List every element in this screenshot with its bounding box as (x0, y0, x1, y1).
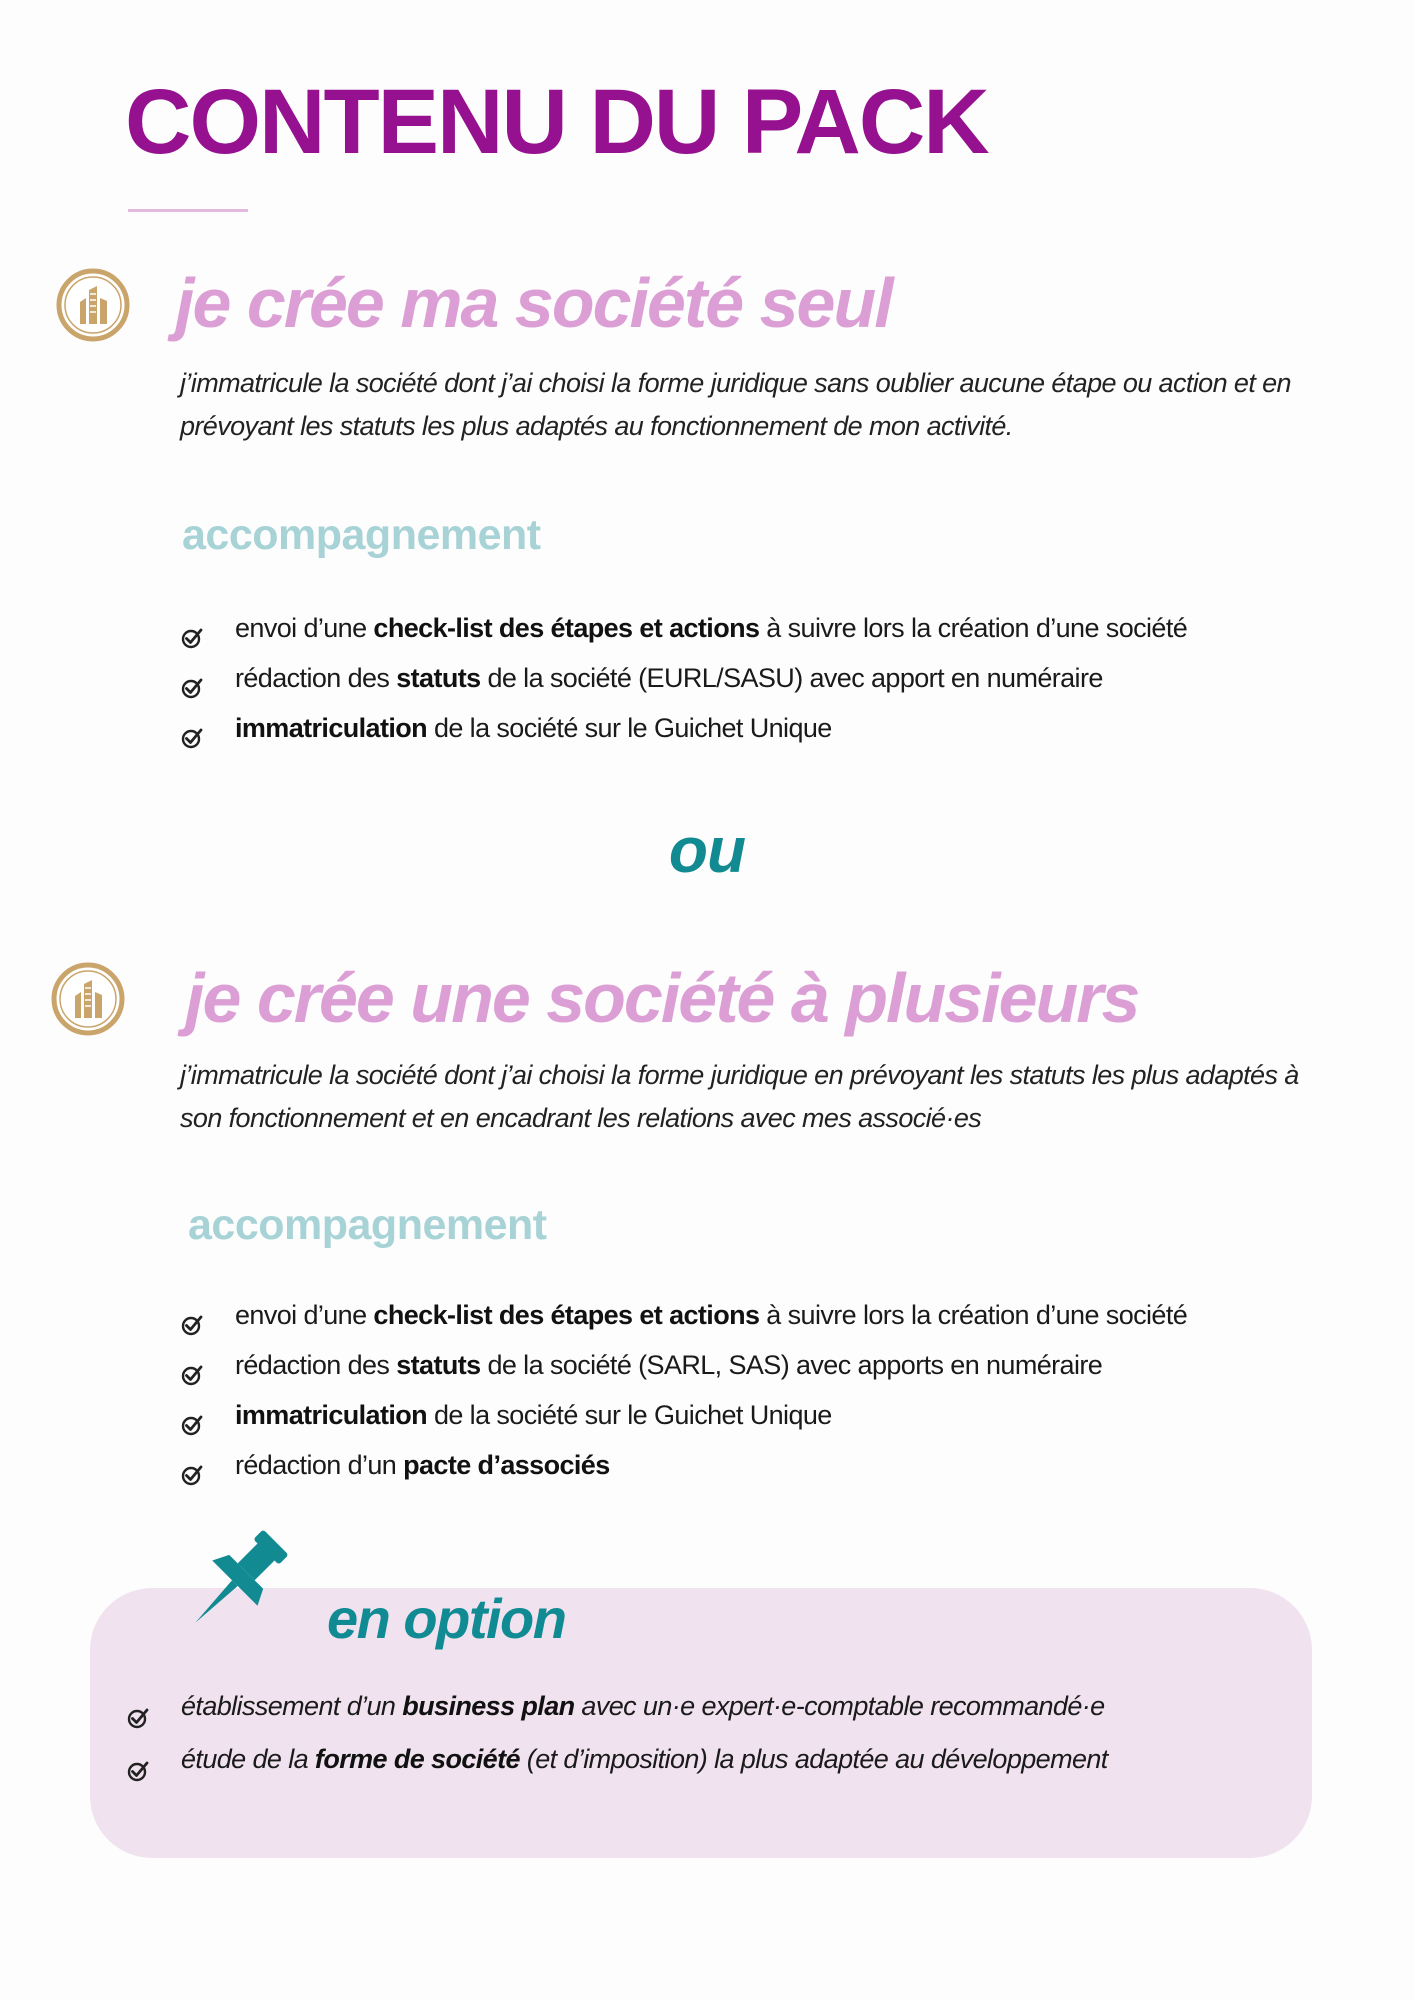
item-text: de la société (SARL, SAS) avec apports en numéraire (480, 1350, 1103, 1380)
title-underline (128, 209, 248, 212)
page-title: CONTENU DU PACK (125, 71, 988, 173)
check-circle-icon (180, 1403, 204, 1427)
list-item (180, 1390, 1187, 1440)
item-text: étude de la (181, 1744, 315, 1774)
list-item (180, 703, 1187, 753)
check-circle-icon (180, 616, 204, 640)
item-bold-text: immatriculation (235, 713, 428, 743)
item-bold-text: business plan (402, 1691, 575, 1721)
item-text: de la société sur le Guichet Unique (427, 713, 832, 743)
item-text: (et d’imposition) la plus adaptée au développement (519, 1744, 1108, 1774)
accompaniment-list (180, 1290, 1187, 1490)
item-bold-text: statuts (396, 663, 481, 693)
list-item (180, 603, 1187, 653)
accompaniment-heading: accompagnement (182, 511, 541, 559)
check-circle-icon (126, 1695, 150, 1719)
item-text: à suivre lors la création d’une société (759, 613, 1188, 643)
section-heading: je crée une société à plusieurs (185, 959, 1139, 1037)
list-item (180, 653, 1187, 703)
list-item (126, 1680, 1108, 1733)
option-heading: en option (327, 1587, 566, 1650)
separator-ou: ou (668, 814, 746, 886)
item-text: rédaction des (235, 1350, 397, 1380)
item-bold-text: check-list des étapes et actions (373, 1300, 760, 1330)
check-circle-icon (180, 1303, 204, 1327)
building-badge-icon (56, 268, 130, 342)
item-bold-text: forme de société (314, 1744, 520, 1774)
item-text: envoi d’une (235, 613, 374, 643)
section-heading: je crée ma société seul (175, 264, 892, 342)
check-circle-icon (180, 666, 204, 690)
check-circle-icon (126, 1748, 150, 1772)
item-bold-text: immatriculation (235, 1400, 428, 1430)
item-text: rédaction d’un (235, 1450, 404, 1480)
check-circle-icon (180, 716, 204, 740)
item-text: rédaction des (235, 663, 397, 693)
list-item (180, 1440, 1187, 1490)
section-description: j’immatricule la société dont j’ai choisi la forme juridique sans oublier aucune étape ou action et en prévoyant les statuts les plus adaptés au fonctionnement de mon activité. (180, 368, 1291, 441)
item-bold-text: statuts (396, 1350, 481, 1380)
item-text: de la société (EURL/SASU) avec apport en numéraire (480, 663, 1103, 693)
building-badge-icon (51, 962, 125, 1036)
option-list (126, 1680, 1108, 1786)
item-bold-text: pacte d’associés (403, 1450, 610, 1480)
item-text: de la société sur le Guichet Unique (427, 1400, 832, 1430)
section-description: j’immatricule la société dont j’ai choisi la forme juridique en prévoyant les statuts les plus adaptés à son fonctionnement et en encadrant les relations avec mes associé·es (180, 1060, 1299, 1133)
check-circle-icon (180, 1453, 204, 1477)
check-circle-icon (180, 1353, 204, 1377)
accompaniment-heading: accompagnement (188, 1201, 547, 1249)
list-item (126, 1733, 1108, 1786)
pushpin-icon (178, 1522, 296, 1640)
item-text: envoi d’une (235, 1300, 374, 1330)
list-item (180, 1290, 1187, 1340)
item-bold-text: check-list des étapes et actions (373, 613, 760, 643)
item-text: établissement d’un (181, 1691, 403, 1721)
list-item (180, 1340, 1187, 1390)
accompaniment-list (180, 603, 1187, 753)
item-text: avec un·e expert·e-comptable recommandé·e (574, 1691, 1105, 1721)
item-text: à suivre lors la création d’une société (759, 1300, 1188, 1330)
